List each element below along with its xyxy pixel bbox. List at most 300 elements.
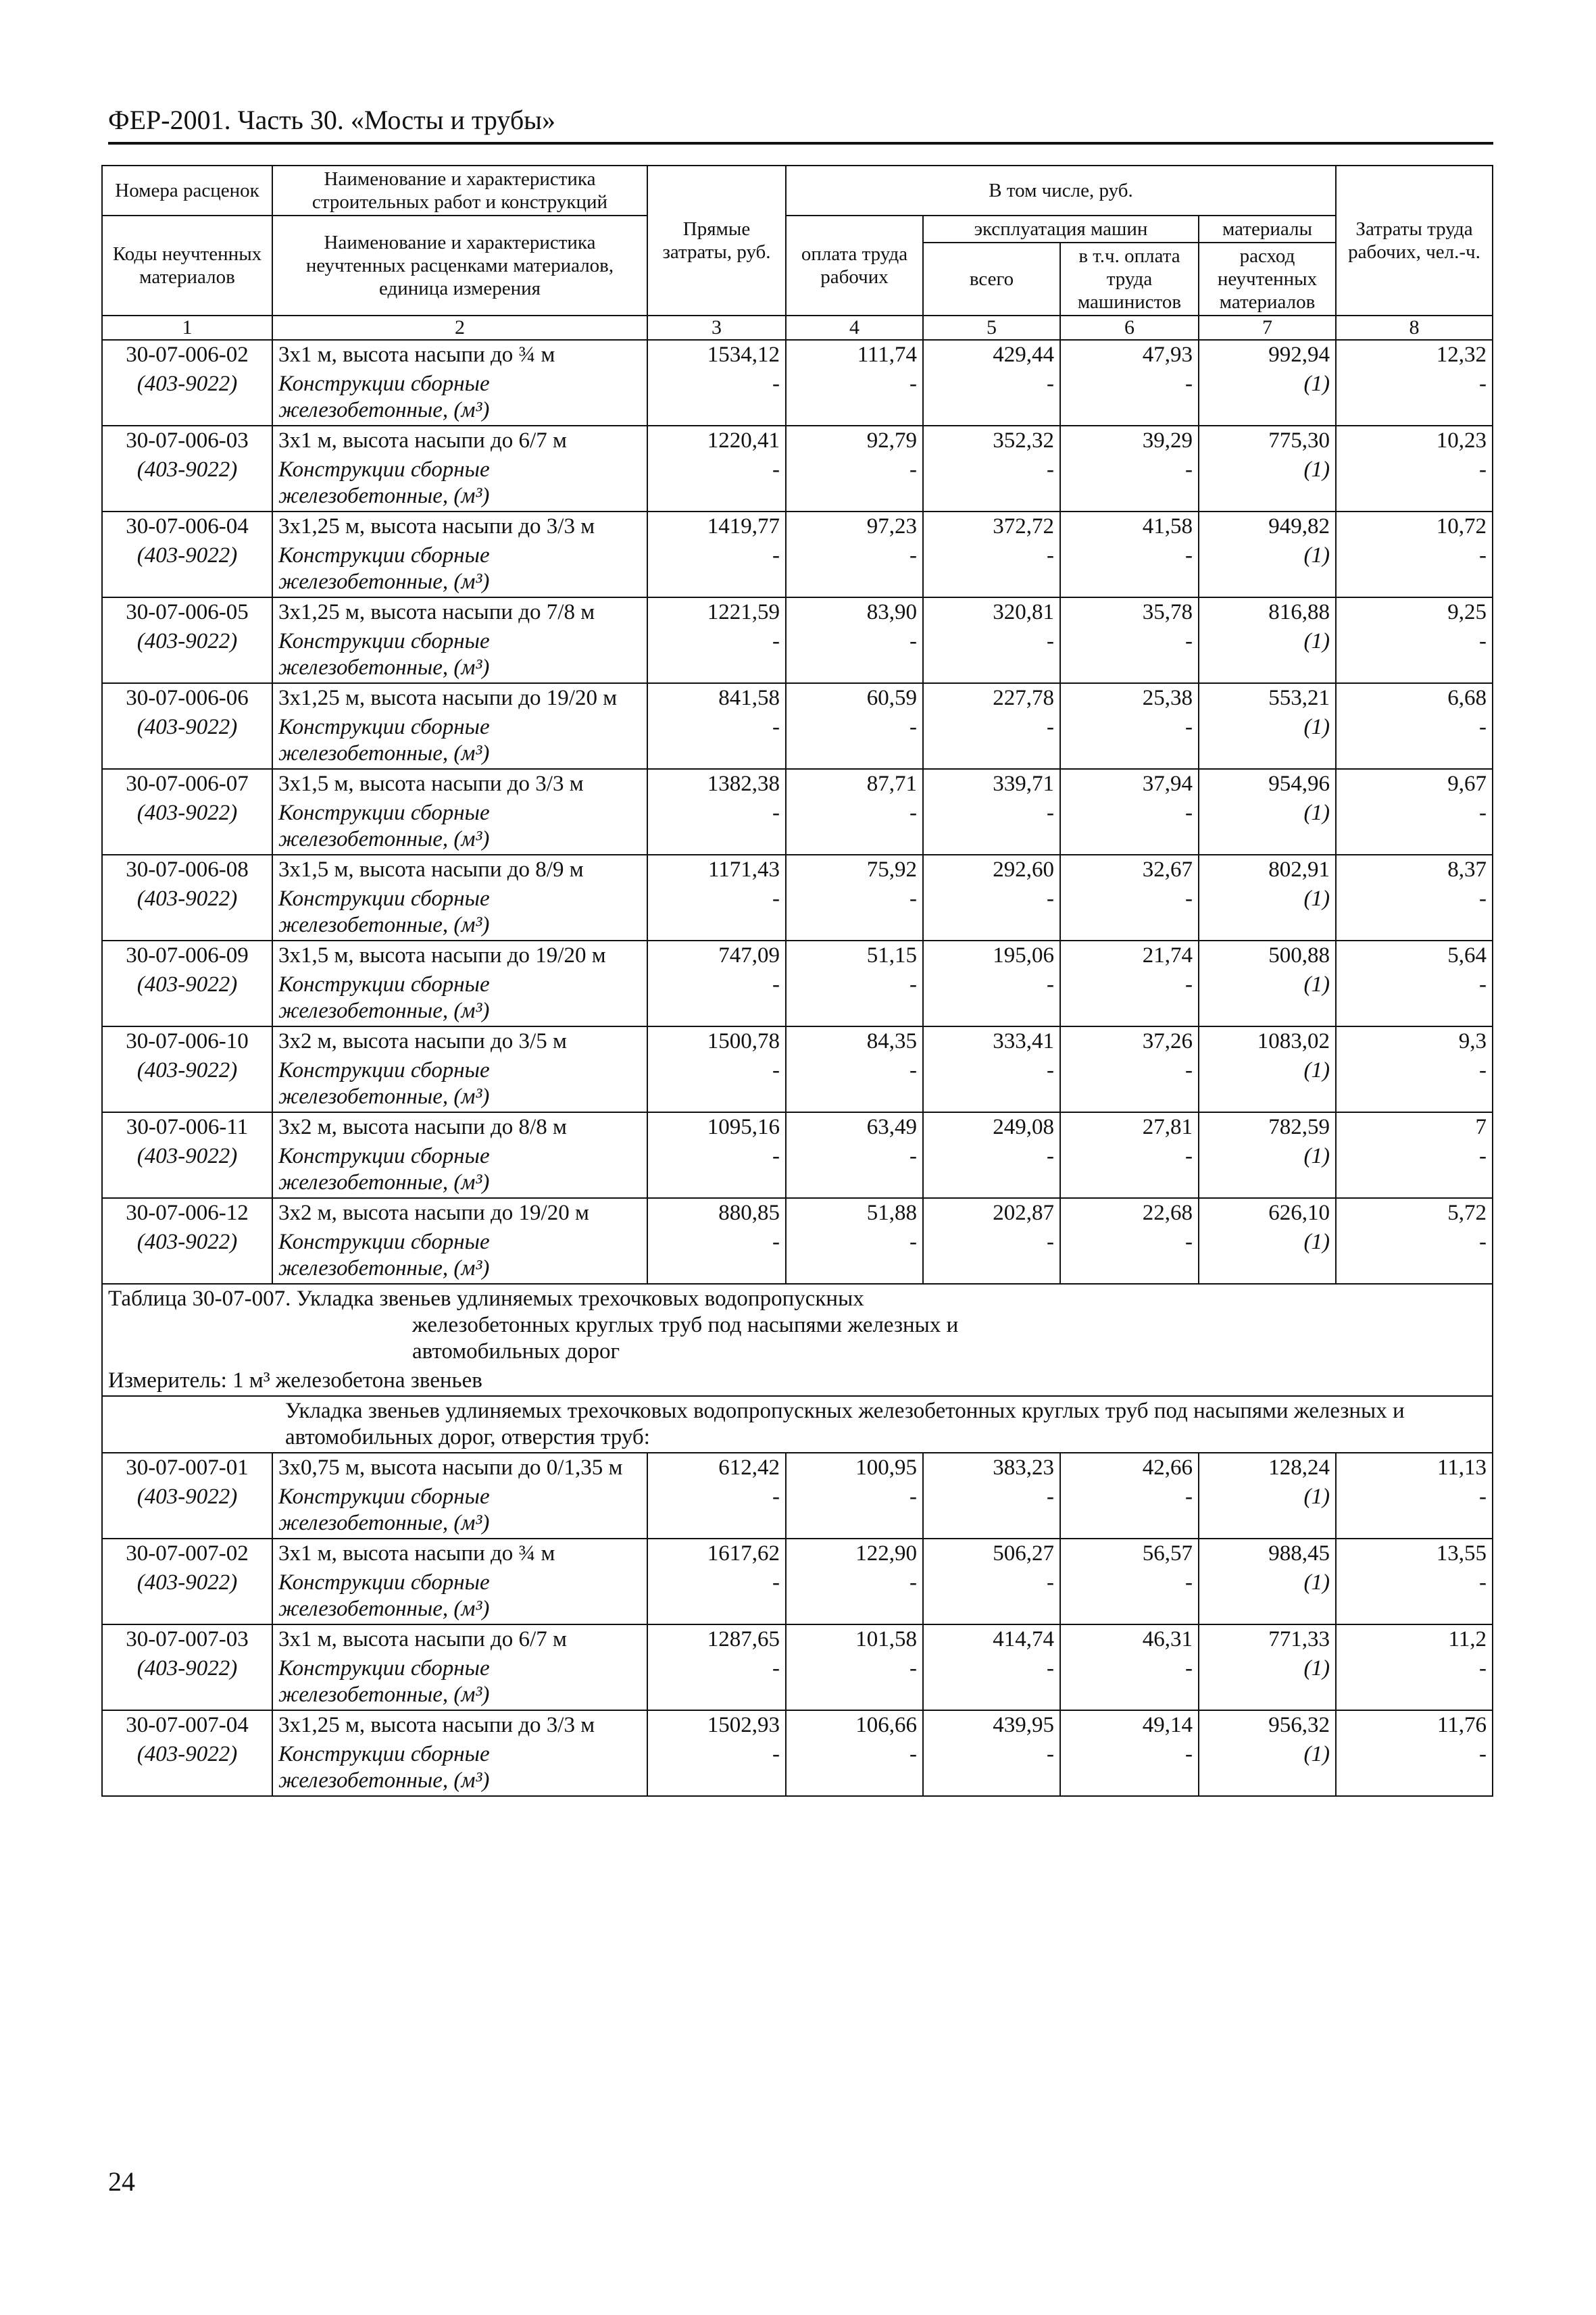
rates-table [101, 165, 1493, 1797]
material-quantity: (1) [1199, 713, 1336, 769]
dash-direct: - [647, 713, 786, 769]
work-description: 3х2 м, высота насыпи до 19/20 м [272, 1198, 647, 1228]
value-mach: 320,81 [923, 597, 1060, 627]
value-labor: 92,79 [786, 426, 923, 455]
value-hours: 7 [1336, 1112, 1493, 1142]
value-direct: 1095,16 [647, 1112, 786, 1142]
work-description: 3х2 м, высота насыпи до 8/8 м [272, 1112, 647, 1142]
material-row [102, 370, 1493, 426]
material-code: (403-9022) [102, 799, 272, 855]
material-description: Конструкции сборные железобетонные, (м³) [272, 1142, 647, 1198]
rate-code: 30-07-006-04 [102, 512, 272, 541]
dash-mach: - [923, 1142, 1060, 1198]
value-labor: 122,90 [786, 1539, 923, 1568]
material-row [102, 541, 1493, 597]
dash-hours: - [1336, 713, 1493, 769]
rate-code: 30-07-006-02 [102, 340, 272, 370]
value-direct: 880,85 [647, 1198, 786, 1228]
dash-labor: - [786, 1654, 923, 1710]
material-quantity: (1) [1199, 1228, 1336, 1284]
value-direct: 1419,77 [647, 512, 786, 541]
material-description: Конструкции сборные железобетонные, (м³) [272, 799, 647, 855]
value-hours: 11,2 [1336, 1624, 1493, 1654]
header-unaccounted-use: расход неучтенных материалов [1199, 243, 1336, 316]
rate-code: 30-07-006-10 [102, 1026, 272, 1056]
value-mach: 429,44 [923, 340, 1060, 370]
dash-machinist: - [1060, 713, 1199, 769]
dash-labor: - [786, 1228, 923, 1284]
table-row [102, 426, 1493, 455]
value-labor: 100,95 [786, 1453, 923, 1483]
material-quantity: (1) [1199, 541, 1336, 597]
table-row [102, 1198, 1493, 1228]
value-hours: 11,13 [1336, 1453, 1493, 1483]
table-row [102, 1539, 1493, 1568]
value-mach: 339,71 [923, 769, 1060, 799]
dash-labor: - [786, 1740, 923, 1796]
dash-mach: - [923, 970, 1060, 1026]
dash-hours: - [1336, 627, 1493, 683]
dash-direct: - [647, 1654, 786, 1710]
work-description: 3х1,25 м, высота насыпи до 7/8 м [272, 597, 647, 627]
column-numbers-row [102, 316, 1493, 340]
table-row [102, 1453, 1493, 1483]
material-description: Конструкции сборные железобетонные, (м³) [272, 1568, 647, 1624]
dash-labor: - [786, 1483, 923, 1539]
dash-labor: - [786, 541, 923, 597]
page-header: ФЕР-2001. Часть 30. «Мосты и трубы» [108, 103, 1493, 145]
dash-machinist: - [1060, 799, 1199, 855]
material-description: Конструкции сборные железобетонные, (м³) [272, 1654, 647, 1710]
dash-machinist: - [1060, 885, 1199, 941]
work-description: 3х1,25 м, высота насыпи до 3/3 м [272, 1710, 647, 1740]
value-labor: 101,58 [786, 1624, 923, 1654]
dash-hours: - [1336, 541, 1493, 597]
value-hours: 11,76 [1336, 1710, 1493, 1740]
material-row [102, 1056, 1493, 1112]
material-quantity: (1) [1199, 1740, 1336, 1796]
material-code: (403-9022) [102, 1142, 272, 1198]
value-mat: 988,45 [1199, 1539, 1336, 1568]
value-mach: 414,74 [923, 1624, 1060, 1654]
dash-direct: - [647, 799, 786, 855]
dash-labor: - [786, 799, 923, 855]
table-007-title [102, 1284, 1493, 1366]
value-mach: 372,72 [923, 512, 1060, 541]
value-machinist: 25,38 [1060, 683, 1199, 713]
value-machinist: 46,31 [1060, 1624, 1199, 1654]
value-hours: 6,68 [1336, 683, 1493, 713]
value-labor: 83,90 [786, 597, 923, 627]
dash-hours: - [1336, 1483, 1493, 1539]
dash-hours: - [1336, 1056, 1493, 1112]
value-mach: 333,41 [923, 1026, 1060, 1056]
rate-code: 30-07-007-02 [102, 1539, 272, 1568]
value-labor: 111,74 [786, 340, 923, 370]
material-row [102, 1142, 1493, 1198]
dash-mach: - [923, 627, 1060, 683]
header-total: всего [923, 243, 1060, 316]
table-row [102, 855, 1493, 885]
material-description: Конструкции сборные железобетонные, (м³) [272, 1740, 647, 1796]
material-code: (403-9022) [102, 1056, 272, 1112]
value-mach: 506,27 [923, 1539, 1060, 1568]
value-machinist: 42,66 [1060, 1453, 1199, 1483]
value-machinist: 41,58 [1060, 512, 1199, 541]
dash-mach: - [923, 713, 1060, 769]
material-quantity: (1) [1199, 627, 1336, 683]
material-description: Конструкции сборные железобетонные, (м³) [272, 970, 647, 1026]
value-mat: 771,33 [1199, 1624, 1336, 1654]
material-description: Конструкции сборные железобетонные, (м³) [272, 1483, 647, 1539]
material-row [102, 1483, 1493, 1539]
value-mat: 949,82 [1199, 512, 1336, 541]
material-quantity: (1) [1199, 1483, 1336, 1539]
rate-code: 30-07-006-12 [102, 1198, 272, 1228]
value-mach: 292,60 [923, 855, 1060, 885]
dash-machinist: - [1060, 455, 1199, 512]
value-labor: 51,15 [786, 941, 923, 970]
value-machinist: 21,74 [1060, 941, 1199, 970]
value-mat: 775,30 [1199, 426, 1336, 455]
value-mach: 439,95 [923, 1710, 1060, 1740]
dash-direct: - [647, 885, 786, 941]
dash-mach: - [923, 1056, 1060, 1112]
rate-code: 30-07-006-06 [102, 683, 272, 713]
table-header [102, 166, 1493, 340]
rate-code: 30-07-006-11 [102, 1112, 272, 1142]
material-code: (403-9022) [102, 713, 272, 769]
material-quantity: (1) [1199, 1568, 1336, 1624]
material-code: (403-9022) [102, 970, 272, 1026]
value-mach: 383,23 [923, 1453, 1060, 1483]
value-machinist: 32,67 [1060, 855, 1199, 885]
value-machinist: 27,81 [1060, 1112, 1199, 1142]
value-mach: 352,32 [923, 426, 1060, 455]
value-labor: 60,59 [786, 683, 923, 713]
value-mach: 249,08 [923, 1112, 1060, 1142]
dash-machinist: - [1060, 970, 1199, 1026]
dash-labor: - [786, 1142, 923, 1198]
material-row [102, 1654, 1493, 1710]
material-code: (403-9022) [102, 1740, 272, 1796]
dash-machinist: - [1060, 541, 1199, 597]
dash-direct: - [647, 455, 786, 512]
column-number: 1 [102, 316, 272, 340]
material-row [102, 1568, 1493, 1624]
dash-machinist: - [1060, 1142, 1199, 1198]
table-007-title-line1: Таблица 30-07-007. Укладка звеньев удлиняемых трехочковых водопропускных [108, 1287, 864, 1311]
value-machinist: 35,78 [1060, 597, 1199, 627]
dash-hours: - [1336, 1568, 1493, 1624]
value-direct: 1220,41 [647, 426, 786, 455]
value-mat: 992,94 [1199, 340, 1336, 370]
value-direct: 612,42 [647, 1453, 786, 1483]
value-labor: 97,23 [786, 512, 923, 541]
value-hours: 10,23 [1336, 426, 1493, 455]
value-hours: 8,37 [1336, 855, 1493, 885]
value-hours: 13,55 [1336, 1539, 1493, 1568]
column-number: 5 [923, 316, 1060, 340]
rate-code: 30-07-007-03 [102, 1624, 272, 1654]
material-row [102, 885, 1493, 941]
value-mat: 553,21 [1199, 683, 1336, 713]
material-quantity: (1) [1199, 1654, 1336, 1710]
value-hours: 5,64 [1336, 941, 1493, 970]
material-code: (403-9022) [102, 370, 272, 426]
table-007-heading [102, 1284, 1493, 1453]
header-including: В том числе, руб. [786, 166, 1336, 216]
material-code: (403-9022) [102, 627, 272, 683]
value-direct: 1534,12 [647, 340, 786, 370]
table-row [102, 340, 1493, 370]
dash-mach: - [923, 1740, 1060, 1796]
material-description: Конструкции сборные железобетонные, (м³) [272, 1056, 647, 1112]
dash-machinist: - [1060, 1483, 1199, 1539]
table-row [102, 1112, 1493, 1142]
dash-hours: - [1336, 799, 1493, 855]
column-number: 3 [647, 316, 786, 340]
dash-labor: - [786, 1056, 923, 1112]
dash-mach: - [923, 1654, 1060, 1710]
dash-direct: - [647, 1142, 786, 1198]
table-007-unit: Измеритель: 1 м³ железобетона звеньев [102, 1366, 1493, 1396]
dash-mach: - [923, 799, 1060, 855]
dash-hours: - [1336, 455, 1493, 512]
rate-code: 30-07-006-08 [102, 855, 272, 885]
value-direct: 1221,59 [647, 597, 786, 627]
value-mat: 1083,02 [1199, 1026, 1336, 1056]
value-labor: 75,92 [786, 855, 923, 885]
header-name-works: Наименование и характеристика строительных работ и конструкций [272, 166, 647, 216]
dash-machinist: - [1060, 370, 1199, 426]
value-mat: 956,32 [1199, 1710, 1336, 1740]
work-description: 3х1,5 м, высота насыпи до 19/20 м [272, 941, 647, 970]
rate-code: 30-07-007-01 [102, 1453, 272, 1483]
material-code: (403-9022) [102, 1568, 272, 1624]
dash-machinist: - [1060, 1228, 1199, 1284]
value-machinist: 37,26 [1060, 1026, 1199, 1056]
table-007-title-line2: железобетонных круглых труб под насыпями железных и [412, 1313, 959, 1337]
rate-code: 30-07-006-07 [102, 769, 272, 799]
value-mach: 195,06 [923, 941, 1060, 970]
table-row [102, 769, 1493, 799]
value-mat: 782,59 [1199, 1112, 1336, 1142]
dash-mach: - [923, 1483, 1060, 1539]
dash-labor: - [786, 885, 923, 941]
material-code: (403-9022) [102, 455, 272, 512]
dash-direct: - [647, 1483, 786, 1539]
dash-hours: - [1336, 970, 1493, 1026]
value-hours: 9,25 [1336, 597, 1493, 627]
value-direct: 747,09 [647, 941, 786, 970]
rate-code: 30-07-006-09 [102, 941, 272, 970]
material-row [102, 970, 1493, 1026]
work-description: 3х1 м, высота насыпи до ¾ м [272, 1539, 647, 1568]
dash-direct: - [647, 1228, 786, 1284]
value-direct: 1171,43 [647, 855, 786, 885]
material-description: Конструкции сборные железобетонные, (м³) [272, 455, 647, 512]
material-row [102, 713, 1493, 769]
value-labor: 87,71 [786, 769, 923, 799]
value-mat: 500,88 [1199, 941, 1336, 970]
value-labor: 63,49 [786, 1112, 923, 1142]
material-quantity: (1) [1199, 799, 1336, 855]
value-machinist: 49,14 [1060, 1710, 1199, 1740]
value-hours: 9,67 [1336, 769, 1493, 799]
material-quantity: (1) [1199, 1142, 1336, 1198]
column-number: 2 [272, 316, 647, 340]
header-materials: материалы [1199, 216, 1336, 243]
header-labor-cost: Затраты труда рабочих, чел.-ч. [1336, 166, 1493, 316]
table-007-title-line3: автомобильных дорог [412, 1339, 620, 1364]
dash-hours: - [1336, 1654, 1493, 1710]
header-machine-operation: эксплуатация машин [923, 216, 1199, 243]
material-description: Конструкции сборные железобетонные, (м³) [272, 885, 647, 941]
dash-direct: - [647, 1056, 786, 1112]
column-number: 7 [1199, 316, 1336, 340]
table-row [102, 597, 1493, 627]
value-mat: 128,24 [1199, 1453, 1336, 1483]
work-description: 3х1 м, высота насыпи до 6/7 м [272, 426, 647, 455]
value-mat: 816,88 [1199, 597, 1336, 627]
value-machinist: 39,29 [1060, 426, 1199, 455]
dash-machinist: - [1060, 1568, 1199, 1624]
rate-code: 30-07-007-04 [102, 1710, 272, 1740]
value-hours: 5,72 [1336, 1198, 1493, 1228]
value-direct: 1500,78 [647, 1026, 786, 1056]
material-row [102, 627, 1493, 683]
material-description: Конструкции сборные железобетонные, (м³) [272, 1228, 647, 1284]
table-row [102, 1710, 1493, 1740]
rate-code: 30-07-006-05 [102, 597, 272, 627]
material-quantity: (1) [1199, 1056, 1336, 1112]
dash-direct: - [647, 541, 786, 597]
table-row [102, 512, 1493, 541]
material-row [102, 1228, 1493, 1284]
dash-mach: - [923, 541, 1060, 597]
dash-labor: - [786, 970, 923, 1026]
value-mach: 202,87 [923, 1198, 1060, 1228]
material-quantity: (1) [1199, 455, 1336, 512]
work-description: 3х0,75 м, высота насыпи до 0/1,35 м [272, 1453, 647, 1483]
work-description: 3х1,5 м, высота насыпи до 3/3 м [272, 769, 647, 799]
page-number: 24 [108, 2166, 135, 2197]
dash-direct: - [647, 627, 786, 683]
header-codes-unaccounted: Коды неучтенных материалов [102, 216, 272, 316]
dash-mach: - [923, 1228, 1060, 1284]
column-number: 4 [786, 316, 923, 340]
dash-hours: - [1336, 1740, 1493, 1796]
dash-hours: - [1336, 1228, 1493, 1284]
table-row [102, 683, 1493, 713]
value-machinist: 47,93 [1060, 340, 1199, 370]
header-name-materials: Наименование и характеристика неучтенных расценками материалов, единица измерения [272, 216, 647, 316]
material-description: Конструкции сборные железобетонные, (м³) [272, 627, 647, 683]
dash-direct: - [647, 1568, 786, 1624]
value-machinist: 37,94 [1060, 769, 1199, 799]
material-quantity: (1) [1199, 370, 1336, 426]
material-row [102, 799, 1493, 855]
value-mach: 227,78 [923, 683, 1060, 713]
work-description: 3х1,5 м, высота насыпи до 8/9 м [272, 855, 647, 885]
dash-mach: - [923, 1568, 1060, 1624]
value-machinist: 56,57 [1060, 1539, 1199, 1568]
dash-hours: - [1336, 370, 1493, 426]
dash-labor: - [786, 713, 923, 769]
dash-hours: - [1336, 1142, 1493, 1198]
work-description: 3х1 м, высота насыпи до 6/7 м [272, 1624, 647, 1654]
material-description: Конструкции сборные железобетонные, (м³) [272, 713, 647, 769]
header-direct-costs: Прямые затраты, руб. [647, 166, 786, 316]
value-hours: 9,3 [1336, 1026, 1493, 1056]
dash-labor: - [786, 370, 923, 426]
material-code: (403-9022) [102, 1228, 272, 1284]
value-labor: 51,88 [786, 1198, 923, 1228]
material-description: Конструкции сборные железобетонные, (м³) [272, 541, 647, 597]
dash-machinist: - [1060, 627, 1199, 683]
dash-machinist: - [1060, 1654, 1199, 1710]
header-labor-pay: оплата труда рабочих [786, 216, 923, 316]
table-row [102, 1026, 1493, 1056]
column-number: 8 [1336, 316, 1493, 340]
material-row [102, 1740, 1493, 1796]
value-direct: 1287,65 [647, 1624, 786, 1654]
rows-table-007 [102, 1453, 1493, 1796]
table-007-group-heading: Укладка звеньев удлиняемых трехочковых водопропускных железобетонных круглых труб под насыпями железных и автомобильных дорог, отверстия труб: [102, 1396, 1493, 1453]
work-description: 3х1,25 м, высота насыпи до 3/3 м [272, 512, 647, 541]
value-labor: 84,35 [786, 1026, 923, 1056]
value-direct: 1502,93 [647, 1710, 786, 1740]
value-hours: 10,72 [1336, 512, 1493, 541]
dash-mach: - [923, 455, 1060, 512]
dash-labor: - [786, 1568, 923, 1624]
dash-hours: - [1336, 885, 1493, 941]
material-code: (403-9022) [102, 885, 272, 941]
value-mat: 802,91 [1199, 855, 1336, 885]
dash-mach: - [923, 370, 1060, 426]
value-mat: 626,10 [1199, 1198, 1336, 1228]
header-rate-numbers: Номера расценок [102, 166, 272, 216]
value-machinist: 22,68 [1060, 1198, 1199, 1228]
dash-machinist: - [1060, 1056, 1199, 1112]
rate-code: 30-07-006-03 [102, 426, 272, 455]
material-row [102, 455, 1493, 512]
dash-direct: - [647, 1740, 786, 1796]
value-direct: 841,58 [647, 683, 786, 713]
dash-mach: - [923, 885, 1060, 941]
work-description: 3х1 м, высота насыпи до ¾ м [272, 340, 647, 370]
work-description: 3х2 м, высота насыпи до 3/5 м [272, 1026, 647, 1056]
dash-direct: - [647, 970, 786, 1026]
material-quantity: (1) [1199, 970, 1336, 1026]
material-code: (403-9022) [102, 541, 272, 597]
material-code: (403-9022) [102, 1483, 272, 1539]
value-direct: 1617,62 [647, 1539, 786, 1568]
dash-labor: - [786, 627, 923, 683]
rows-table-006 [102, 340, 1493, 1284]
material-description: Конструкции сборные железобетонные, (м³) [272, 370, 647, 426]
value-direct: 1382,38 [647, 769, 786, 799]
work-description: 3х1,25 м, высота насыпи до 19/20 м [272, 683, 647, 713]
dash-machinist: - [1060, 1740, 1199, 1796]
material-quantity: (1) [1199, 885, 1336, 941]
material-code: (403-9022) [102, 1654, 272, 1710]
value-hours: 12,32 [1336, 340, 1493, 370]
value-mat: 954,96 [1199, 769, 1336, 799]
column-number: 6 [1060, 316, 1199, 340]
header-machinist-pay: в т.ч. оплата труда машинистов [1060, 243, 1199, 316]
